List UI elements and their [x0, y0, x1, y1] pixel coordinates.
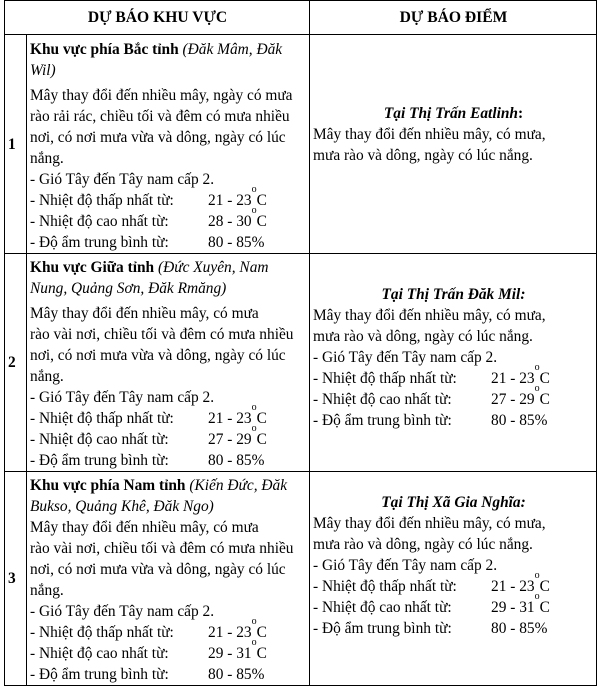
- humidity-value: 80 - 85%: [208, 452, 265, 469]
- unit: C: [256, 624, 267, 641]
- region-desc-line: Mây thay đổi đến nhiều mây, có mưa: [30, 519, 259, 536]
- point-title-text: Tại Thị Trấn Eatlinh: [383, 104, 518, 122]
- humidity-value: 80 - 85%: [208, 234, 265, 251]
- region-cell: [27, 35, 310, 254]
- tmin-value: 21 - 23: [208, 410, 252, 427]
- point-tmin-value: 21 - 23: [491, 578, 535, 595]
- point-title-colon: :: [518, 104, 524, 122]
- region-areas: (Đăk Mâm, Đăk: [182, 41, 283, 58]
- point-cell: [310, 254, 597, 472]
- point-humidity-line: [313, 410, 594, 431]
- region-desc-line: nơi, có nơi mưa vừa và dông, ngày có lúc: [30, 129, 286, 146]
- humidity-label: - Độ ẩm trung bình từ:: [30, 234, 169, 251]
- tmin-line: [30, 184, 307, 211]
- point-title: Tại Thị Trấn Đăk Mil:: [381, 286, 526, 303]
- region-areas-cont: Nung, Quảng Sơn, Đăk Rmăng): [30, 280, 227, 297]
- region-desc-line: rào vài nơi, chiều tối và đêm có mưa nhiều: [30, 540, 294, 557]
- point-desc-line: mưa rào và dông, ngày có lúc nắng.: [313, 328, 533, 345]
- point-cell: [310, 472, 597, 686]
- table-row: [5, 254, 597, 472]
- unit: C: [539, 578, 550, 595]
- tmax-label: - Nhiệt độ cao nhất từ:: [30, 431, 169, 448]
- tmax-value: 27 - 29: [208, 431, 252, 448]
- point-wind-line: - Gió Tây đến Tây nam cấp 2.: [313, 349, 498, 366]
- tmax-line: [30, 423, 307, 450]
- tmax-line: [30, 205, 307, 232]
- humidity-line: [30, 232, 307, 253]
- region-desc-line: nắng.: [30, 368, 64, 385]
- point-title: Tại Thị Xã Gia Nghĩa:: [381, 494, 526, 511]
- humidity-label: - Độ ẩm trung bình từ:: [30, 666, 169, 683]
- point-desc-line: mưa rào và dông, ngày có lúc nắng.: [313, 536, 533, 553]
- point-humidity-label: - Độ ẩm trung bình từ:: [313, 620, 452, 637]
- point-desc-line: mưa rào và dông, ngày có lúc nắng.: [313, 146, 533, 164]
- point-tmax-line: [313, 591, 594, 618]
- region-heading: [30, 475, 307, 496]
- point-title: [313, 103, 594, 124]
- humidity-label: - Độ ẩm trung bình từ:: [30, 452, 169, 469]
- tmin-line: [30, 616, 307, 643]
- degree-sign: o: [534, 591, 540, 602]
- unit: C: [256, 431, 267, 448]
- point-wind-line: - Gió Tây đến Tây nam cấp 2.: [313, 557, 498, 574]
- humidity-line: [30, 450, 307, 471]
- region-title: Khu vực phía Nam tỉnh: [30, 477, 186, 494]
- tmax-label: - Nhiệt độ cao nhất từ:: [30, 645, 169, 662]
- point-tmin-value: 21 - 23: [491, 370, 535, 387]
- row-number: 3: [5, 472, 27, 686]
- humidity-line: [30, 664, 307, 685]
- region-desc-line: nắng.: [30, 582, 64, 599]
- tmax-value: 28 - 30: [208, 213, 252, 230]
- table-row: [5, 35, 597, 254]
- tmin-label: - Nhiệt độ thấp nhất từ:: [30, 624, 174, 641]
- region-desc-line: nơi, có nơi mưa vừa và dông, ngày có lúc: [30, 561, 286, 578]
- tmax-line: [30, 637, 307, 664]
- region-desc-line: Mây thay đổi đến nhiều mây, ngày có mưa: [30, 87, 293, 104]
- tmin-value: 21 - 23: [208, 624, 252, 641]
- header-point: DỰ BÁO ĐIỂM: [310, 1, 597, 35]
- header-row: [5, 1, 597, 35]
- point-tmin-label: - Nhiệt độ thấp nhất từ:: [313, 578, 457, 595]
- region-title: Khu vực Giữa tỉnh: [30, 259, 155, 276]
- region-desc-line: rào rải rác, chiều tối và đêm có mưa nhiều: [30, 108, 290, 125]
- point-humidity-value: 80 - 85%: [491, 620, 548, 637]
- region-desc-line: nắng.: [30, 150, 64, 167]
- point-tmax-value: 29 - 31: [491, 599, 535, 616]
- tmin-label: - Nhiệt độ thấp nhất từ:: [30, 192, 174, 209]
- degree-sign: o: [251, 616, 257, 627]
- unit: C: [256, 645, 267, 662]
- region-cell: [27, 472, 310, 686]
- region-cell: [27, 254, 310, 472]
- unit: C: [539, 370, 550, 387]
- unit: C: [256, 410, 267, 427]
- point-cell: [310, 35, 597, 254]
- region-title: Khu vực phía Bắc tỉnh: [30, 41, 179, 58]
- region-desc-line: rào vài nơi, chiều tối và đêm có mưa nhiều: [30, 326, 294, 343]
- region-heading: [30, 39, 307, 60]
- region-desc-line: Mây thay đổi đến nhiều mây, có mưa: [30, 305, 259, 322]
- forecast-table: [4, 0, 597, 686]
- unit: C: [539, 599, 550, 616]
- region-areas: (Đức Xuyên, Nam: [157, 259, 269, 276]
- tmin-line: [30, 402, 307, 429]
- wind-line: - Gió Tây đến Tây nam cấp 2.: [30, 171, 215, 188]
- degree-sign: o: [251, 423, 257, 434]
- tmax-label: - Nhiệt độ cao nhất từ:: [30, 213, 169, 230]
- unit: C: [539, 391, 550, 408]
- row-number: 2: [5, 254, 27, 472]
- row-number: 1: [5, 35, 27, 254]
- point-humidity-value: 80 - 85%: [491, 412, 548, 429]
- point-tmax-value: 27 - 29: [491, 391, 535, 408]
- region-desc-line: nơi, có nơi mưa vừa và dông, ngày có lúc: [30, 347, 286, 364]
- degree-sign: o: [251, 184, 257, 195]
- degree-sign: o: [251, 637, 257, 648]
- unit: C: [256, 213, 267, 230]
- tmin-value: 21 - 23: [208, 192, 252, 209]
- region-areas-cont: Bukso, Quảng Khê, Đăk Ngo): [30, 498, 214, 515]
- degree-sign: o: [534, 362, 540, 373]
- point-desc-line: Mây thay đổi đến nhiều mây, có mưa,: [313, 125, 546, 143]
- degree-sign: o: [534, 383, 540, 394]
- point-tmin-line: [313, 362, 594, 389]
- tmax-value: 29 - 31: [208, 645, 252, 662]
- point-desc-line: Mây thay đổi đến nhiều mây, có mưa,: [313, 307, 546, 324]
- degree-sign: o: [534, 570, 540, 581]
- point-tmin-label: - Nhiệt độ thấp nhất từ:: [313, 370, 457, 387]
- header-region: DỰ BÁO KHU VỰC: [5, 1, 310, 35]
- point-humidity-label: - Độ ẩm trung bình từ:: [313, 412, 452, 429]
- tmin-label: - Nhiệt độ thấp nhất từ:: [30, 410, 174, 427]
- region-areas: (Kiến Đức, Đăk: [189, 477, 288, 494]
- point-tmin-line: [313, 570, 594, 597]
- degree-sign: o: [251, 205, 257, 216]
- point-tmax-label: - Nhiệt độ cao nhất từ:: [313, 391, 452, 408]
- table-row: [5, 472, 597, 686]
- region-heading: [30, 257, 307, 278]
- point-desc-line: Mây thay đổi đến nhiều mây, có mưa,: [313, 515, 546, 532]
- point-tmax-label: - Nhiệt độ cao nhất từ:: [313, 599, 452, 616]
- point-humidity-line: [313, 618, 594, 639]
- wind-line: - Gió Tây đến Tây nam cấp 2.: [30, 603, 215, 620]
- degree-sign: o: [251, 402, 257, 413]
- unit: C: [256, 192, 267, 209]
- humidity-value: 80 - 85%: [208, 666, 265, 683]
- region-areas-cont: Wil): [30, 62, 56, 79]
- point-tmax-line: [313, 383, 594, 410]
- wind-line: - Gió Tây đến Tây nam cấp 2.: [30, 389, 215, 406]
